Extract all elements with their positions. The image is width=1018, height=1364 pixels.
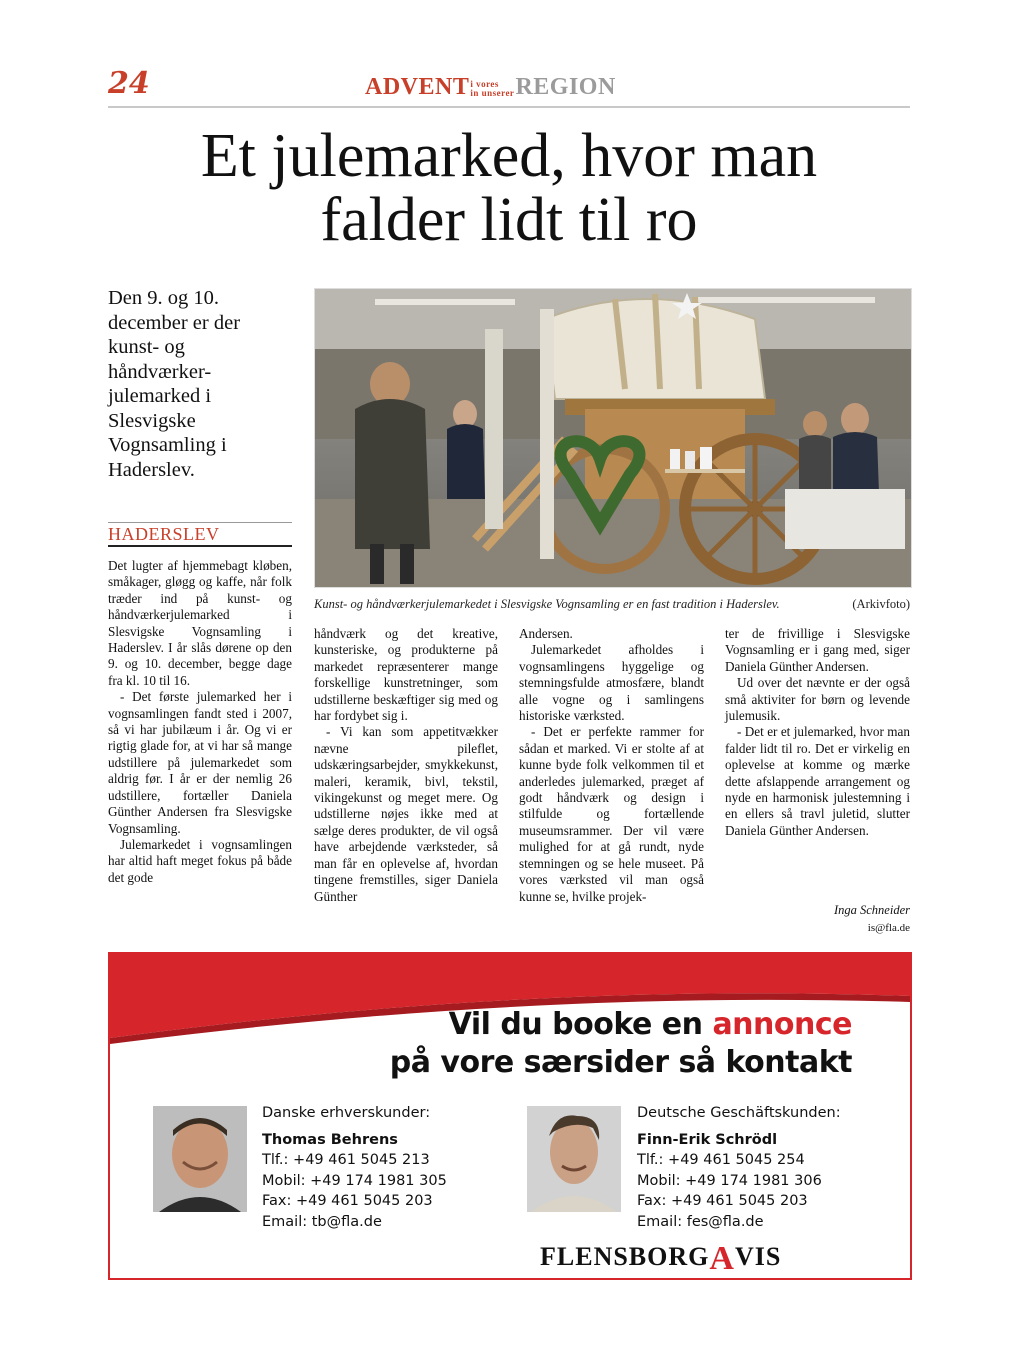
paragraph: Det lugter af hjemmebagt kløben, småkager, gløgg og kaffe, når folk træder ind på kunst- og håndværkerjulemarked i Slesvigske Vognsamling i Haderslev. I år slås dørene op den 9. og 10. december, begge dage fra kl. 10 til 16. — [108, 558, 292, 688]
paragraph: ter de frivillige i Slesvigske Vognsamling er i gang med, siger Daniela Günther Andersen. — [725, 626, 910, 674]
ad-headline-accent: annonce — [712, 1007, 852, 1042]
contact-block-danish — [262, 1103, 482, 1232]
header-rule — [108, 106, 910, 108]
contact-mobile[interactable]: Mobil: +49 174 1981 306 — [637, 1172, 822, 1189]
photo-caption — [314, 597, 910, 612]
portrait-thomas-behrens — [153, 1106, 247, 1212]
page-number: 24 — [108, 66, 150, 101]
market-hall-illustration — [315, 289, 911, 587]
contact-heading: Danske erhverskunder: — [262, 1105, 431, 1121]
section-header — [365, 74, 616, 101]
contact-fax: Fax: +49 461 5045 203 — [637, 1193, 808, 1209]
portrait-finn-erik-schroedl — [527, 1106, 621, 1212]
contact-block-german — [637, 1103, 877, 1232]
article-photo — [314, 288, 912, 588]
headline-line-2: falder lidt til ro — [320, 186, 698, 254]
paragraph: håndværk og det kreative, kunsteriske, og produkterne på markedet repræsenterer mange forskellige kunstretninger, som udstillerne beskæftiger sig med og har fordybet sig i. — [314, 626, 498, 724]
article-column-4 — [725, 626, 910, 839]
paragraph: - Det er perfekte rammer for sådan et marked. Vi er stolte af at kunne byde folk velkommen til et anderledes julemarked, præget af godt håndværk og design i stilfulde og fortællende museumsrammer. Der vil være mulighed for at gå rundt, nyde stemningen og se hele museet. På vores værksted vil man også kunne se, hvilke projek- — [519, 724, 704, 904]
headline — [108, 124, 910, 252]
paragraph: - Vi kan som appetitvækker nævne pileflet, udskæringsarbejder, smykkekunst, maleri, keramik, bivl, tekstil, vikingekunst og meget mere. Og udstillerne nøjes ikke med at sælge deres produkter, de vil også have arbejdende værksteder, så man får en oplevelse af, hvordan tingene fremstilles, siger Daniela Günther — [314, 724, 498, 904]
lead-text: Den 9. og 10. december er der kunst- og håndværker-julemarked i Slesvigske Vognsamling i Haderslev. — [108, 287, 241, 481]
contact-fax: Fax: +49 461 5045 203 — [262, 1193, 433, 1209]
logo-text-left: FLENSBORG — [540, 1242, 710, 1271]
paragraph: Andersen. — [519, 626, 573, 641]
article-column-1 — [108, 558, 292, 886]
dateline: HADERSLEV — [108, 524, 220, 544]
section-small-bottom: in unserer — [470, 88, 515, 98]
avatar — [527, 1106, 621, 1212]
section-region: REGION — [515, 74, 616, 100]
contact-email[interactable]: Email: tb@fla.de — [262, 1213, 382, 1230]
article-column-3 — [519, 626, 704, 905]
paragraph: Julemarkedet afholdes i vognsamlingens hyggelige og stemningsfulde atmosfære, blandt alle vogne og i samlingens historiske værksted. — [519, 642, 704, 724]
logo-a: A — [709, 1240, 735, 1277]
section-small-text — [470, 80, 514, 98]
contact-name: Thomas Behrens — [262, 1131, 398, 1148]
paragraph: - Det første julemarked her i vognsamlingen fandt sted i 2007, så vi har jubilæum i år. Og vi er rigtig glade for, at vi har så mange udstillere på julemarkedet som aldrig før. I år er der nemlig 26 udstillere, fortæller Daniela Günther Andersen fra Slesvigske Vognsamling. — [108, 689, 292, 836]
caption-credit: (Arkivfoto) — [852, 597, 910, 611]
headline-line-1: Et julemarked, hvor man — [200, 122, 818, 190]
contact-heading: Deutsche Geschäftskunden: — [637, 1105, 841, 1121]
contact-name: Finn-Erik Schrödl — [637, 1131, 778, 1148]
ad-headline-line-2: på vore særsider så kontakt — [389, 1045, 852, 1080]
ad-headline-part1: Vil du booke en — [448, 1007, 713, 1042]
paragraph: Julemarkedet i vognsamlingen har altid haft meget fokus på både det gode — [108, 836, 292, 885]
ad-headline — [340, 1006, 852, 1082]
paragraph: - Det er et julemarked, hvor man falder lidt til ro. Det er virkelig en oplevelse at komme og mærke dette afslappende arrangement og nyde en harmonisk julestemning i en ellers så travl juletid, slutter Daniela Günther Andersen. — [725, 724, 910, 838]
contact-phone[interactable]: Tlf.: +49 461 5045 213 — [262, 1152, 430, 1168]
author-email[interactable]: is@fla.de — [867, 922, 910, 934]
article-column-2 — [314, 626, 498, 905]
dateline-rule-top — [108, 522, 292, 523]
section-advent: ADVENT — [365, 74, 470, 100]
logo-text-right: VIS — [734, 1242, 782, 1271]
paragraph: Ud over det nævnte er der også små aktiviter for børn og levende julemusik. — [725, 675, 910, 724]
contact-email[interactable]: Email: fes@fla.de — [637, 1213, 764, 1230]
contact-phone[interactable]: Tlf.: +49 461 5045 254 — [637, 1152, 805, 1168]
avatar — [153, 1106, 247, 1212]
section-small-top: i vores — [470, 79, 499, 89]
flensborg-avis-logo — [540, 1236, 815, 1276]
author-name: Inga Schneider — [833, 903, 910, 917]
ad-headline-line-1 — [340, 1006, 852, 1044]
caption-text: Kunst- og håndværkerjulemarkedet i Slesvigske Vognsamling er en fast tradition i Haderslev. — [314, 597, 780, 611]
contact-mobile[interactable]: Mobil: +49 174 1981 305 — [262, 1172, 447, 1189]
dateline-rule-bottom — [108, 545, 292, 547]
